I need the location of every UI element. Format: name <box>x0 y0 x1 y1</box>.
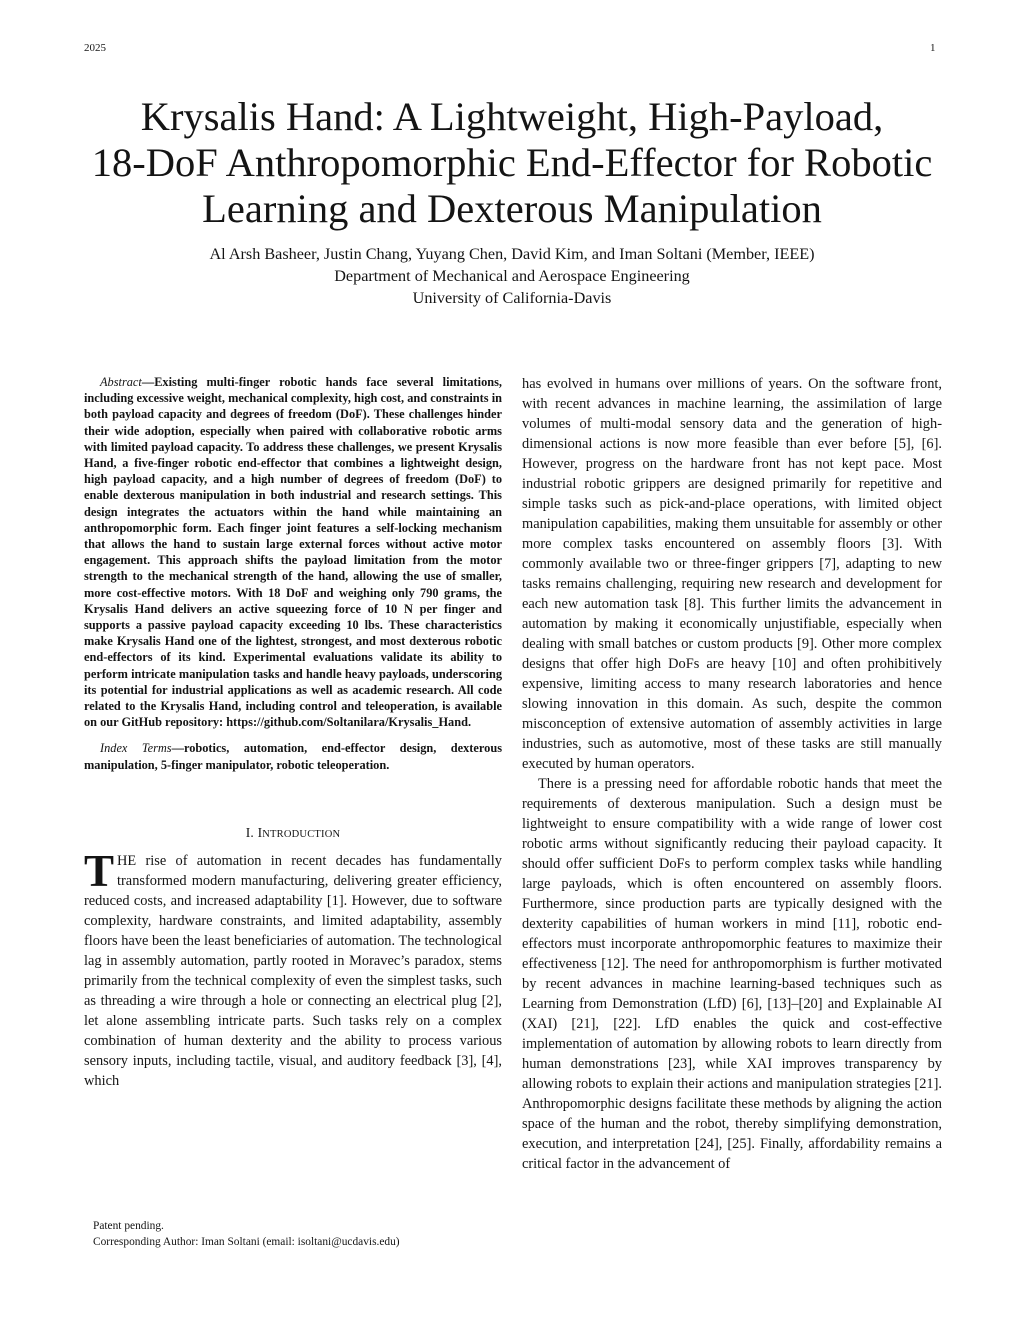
abstract-label: Abstract <box>100 375 142 389</box>
author-block <box>40 243 984 309</box>
index-terms <box>84 740 502 772</box>
paper-title <box>40 94 984 232</box>
title-line-3: Learning and Dexterous Manipulation <box>202 186 822 231</box>
title-line-2: 18-DoF Anthropomorphic End-Effector for Robotic <box>91 140 933 185</box>
abstract <box>84 374 502 730</box>
section-title-rest: NTRODUCTION <box>262 828 341 840</box>
footnotes <box>93 1218 400 1251</box>
author-names: Al Arsh Basheer, Justin Chang, Yuyang Chen, David Kim, and Iman Soltani (Member, IEEE) <box>209 245 815 263</box>
author-department: Department of Mechanical and Aerospace Engineering <box>334 267 690 285</box>
footnote-corresponding-author: Corresponding Author: Iman Soltani (email: isoltani@ucdavis.edu) <box>93 1236 400 1249</box>
title-line-1: Krysalis Hand: A Lightweight, High-Payload, <box>140 94 884 139</box>
drop-cap: T <box>84 845 115 896</box>
intro-paragraph-2: There is a pressing need for affordable robotic hands that meet the requirements of dexterous manipulation. Such a design must be lightweight to ensure compatibility with a wide range of lower cost robotic arms without significantly reducing their payload capacity. It should offer sufficient DoFs to perform complex tasks while handling large payloads, which is often encountered on assembly floors. Furthermore, since production parts are typically designed with the dexterity capabilities of human workers in mind [11], robotic end-effectors must incorporate anthropomorphic features to maximize their effectiveness [12]. The need for anthropomorphism is further motivated by recent advances in machine learning-based techniques such as Learning from Demonstration (LfD) [6], [13]–[20] and Explainable AI (XAI) [21], [22]. LfD enables the quick and cost-effective implementation of automation by allowing robots to learn directly from human demonstrations [23], while XAI improves transparency by allowing robots to explain their actions and manipulation strategies [21]. Anthropomorphic designs facilitate these methods by aligning the action space of the human and the robot, thereby simplifying demonstration, execution, and interpretation [24], [25]. Finally, affordability remains a critical factor in the advancement of <box>522 776 942 1172</box>
right-column <box>522 374 942 1174</box>
page-number: 1 <box>930 42 936 54</box>
section-title-initial: I <box>257 824 263 840</box>
author-university: University of California-Davis <box>412 289 612 307</box>
intro-paragraph-1-text: HE rise of automation in recent decades has fundamentally transformed modern manufacturing, delivering greater efficiency, reduced costs, and increased adaptability [1]. However, due to software complexity, hardware constraints, and limited adaptability, assembly floors have been the least beneficiaries of automation. The technological lag in assembly automation, partly rooted in Moravec’s paradox, stems primarily from the technical complexity of even the simplest tasks, such as threading a wire through a hole or connecting an electrical plug [2], let alone assembling intricate parts. Such tasks rely on a complex combination of human dexterity and the ability to process various sensory inputs, including tactile, visual, and auditory feedback [3], [4], which <box>84 852 502 1089</box>
intro-paragraph-1-continued: has evolved in humans over millions of years. On the software front, with recent advances in machine learning, the assimilation of large volumes of multi-modal sensory data and the generation of high-dimensional actions is now more feasible than ever before [5], [6]. However, progress on the hardware front has not kept pace. Most industrial robotic grippers are designed primarily for repetitive and simple tasks such as pick-and-place operations, with limited object manipulation capabilities, making them unsuitable for assembly or other more complex tasks encountered on assembly floors [3]. With commonly available two or three-finger grippers [7], adapting to new tasks remains challenging, requiring new research and development for each new automation task [8]. This further limits the advancement in automation by making it economically unjustifiable, especially when dealing with small batches or custom products [9]. Other more complex designs that offer high DoFs are heavy [10] and often prohibitively expensive, limiting access to many research laboratories and hence slowing innovation in this domain. As such, despite the common misconception of extensive automation of assembly activities in large industries, such as automotive, most of these tasks are still manually executed by human operators. <box>522 376 942 772</box>
section-heading-introduction <box>84 825 502 841</box>
abstract-text: —Existing multi-finger robotic hands face several limitations, including excessive weight, mechanical complexity, high cost, and constraints in both payload capacity and degrees of freedom (DoF). These challenges hinder their wide adoption, especially when paired with collaborative robotic arms with limited payload capacity. To address these challenges, we present Krysalis Hand, a five-finger robotic end-effector that combines a lightweight design, high payload capacity, and a high number of degrees of freedom (DoF) to enable dexterous manipulation in both industrial and research settings. This design integrates the actuators within the hand while maintaining an anthropomorphic form. Each finger joint features a self-locking mechanism that allows the hand to sustain large external forces without active motor engagement. This approach shifts the payload limitation from the motor strength to the mechanical strength of the hand, allowing the use of smaller, more cost-effective motors. With 18 DoF and weighing only 790 grams, the Krysalis Hand delivers an active squeezing force of 10 N per finger and supports a passive payload capacity exceeding 10 lbs. These characteristics make Krysalis Hand one of the lightest, strongest, and most dexterous robotic end-effectors of its kind. Experimental evaluations validate its ability to perform intricate manipulation tasks and handle heavy payloads, underscoring its potential for industrial applications as well as academic research. All code related to the Krysalis Hand, including control and teleoperation, is available on our GitHub repository: https://github.com/Soltanilara/Krysalis_Hand. <box>84 375 502 730</box>
index-terms-label: Index Terms <box>100 741 172 756</box>
section-number: I. <box>245 824 254 840</box>
left-column <box>84 374 502 1091</box>
index-terms-text: —robotics, automation, end-effector design, dexterous manipulation, 5-finger manipulator, robotic teleoperation. <box>84 741 502 772</box>
intro-paragraph-1 <box>84 845 502 1091</box>
footnote-patent: Patent pending. <box>93 1220 164 1232</box>
running-header-year: 2025 <box>84 42 106 54</box>
